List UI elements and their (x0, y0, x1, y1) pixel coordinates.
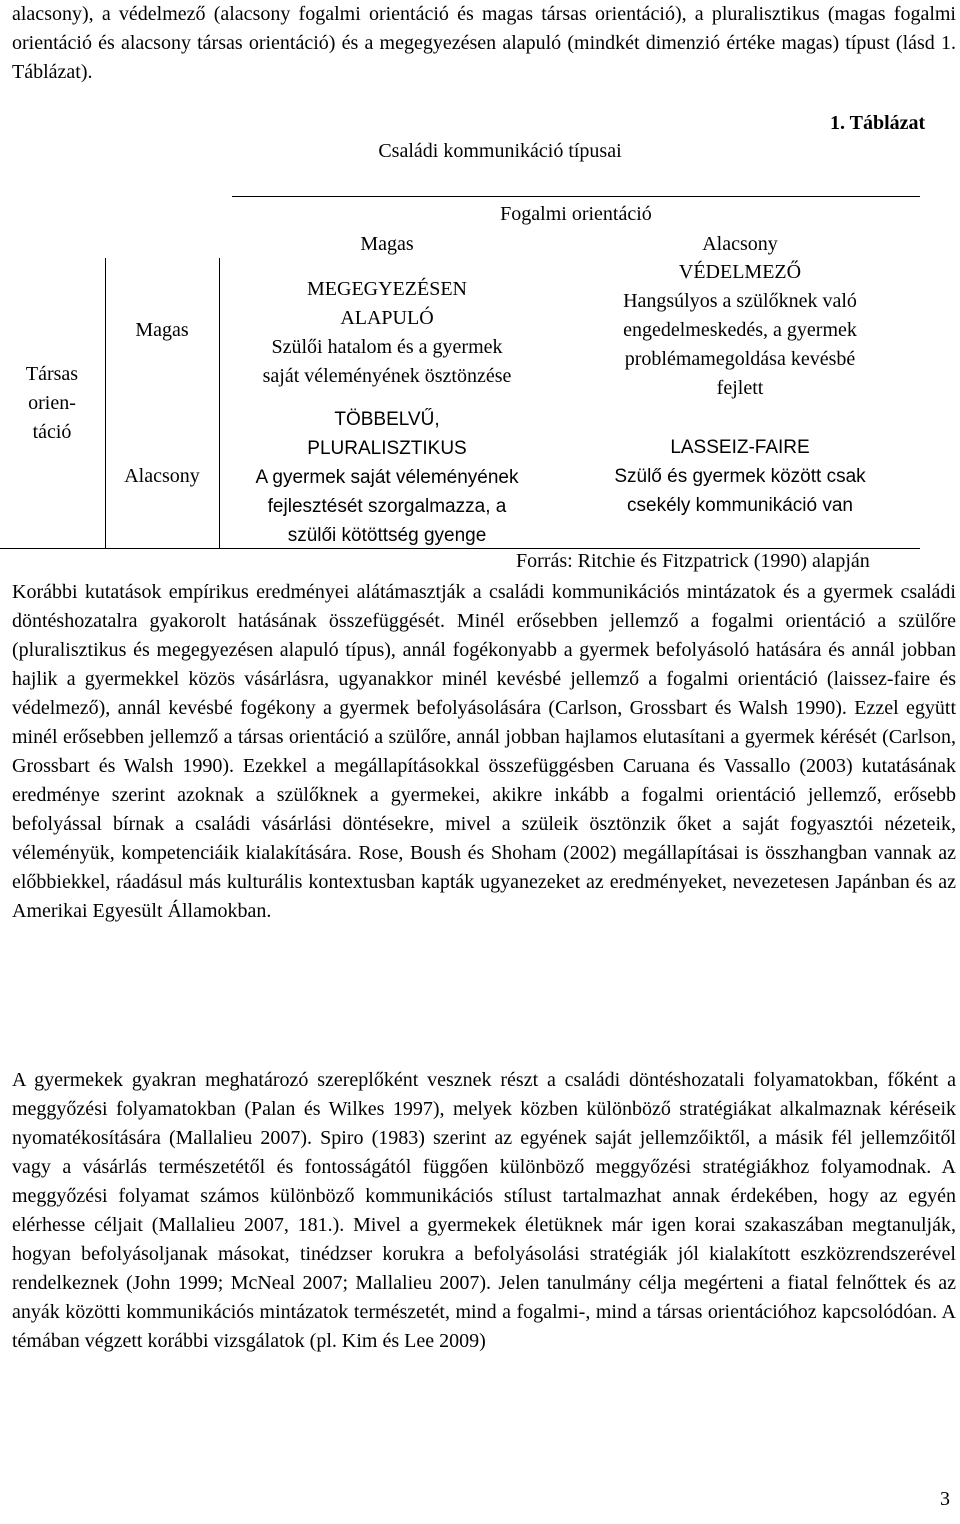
cell-pluralistic (232, 405, 542, 550)
row-group-header-line: táció (32, 420, 72, 443)
row-header-high: Magas (135, 319, 189, 341)
cell-line: A gyermek saját véleményének (255, 467, 519, 488)
table-label: 1. Táblázat (830, 112, 926, 134)
cell-line: PLURALISZTIKUS (307, 438, 467, 459)
cell-line: fejlesztését szorgalmazza, a (267, 496, 507, 517)
row-group-header-line: Társas (25, 362, 79, 385)
cell-line: engedelmeskedés, a gyermek (623, 319, 857, 341)
cell-line: ALAPULÓ (340, 306, 434, 329)
cell-line: VÉDELMEZŐ (678, 261, 802, 283)
cell-line: csekély kommunikáció van (627, 495, 853, 516)
table-rule-top (232, 196, 920, 197)
cell-line: MEGEGYEZÉSEN (307, 277, 467, 300)
cell-laissez-faire (560, 404, 920, 549)
cell-line: problémamegoldása kevésbé (624, 348, 856, 370)
row-group-header (0, 258, 104, 548)
cell-line: Szülői hatalom és a gyermek (271, 335, 503, 358)
cell-line: TÖBBELVŰ, (334, 409, 440, 430)
row-group-header-line: orien- (28, 391, 76, 414)
page-number: 3 (940, 1488, 950, 1510)
cell-line: saját véleményének ösztönzése (262, 364, 512, 387)
column-group-header: Fogalmi orientáció (500, 203, 652, 225)
table-source: Forrás: Ritchie és Fitzpatrick (1990) alapján (516, 550, 870, 572)
cell-line: fejlett (716, 377, 764, 399)
cell-consensual (232, 260, 542, 405)
cell-line: LASSEIZ-FAIRE (670, 437, 810, 458)
table-title: Családi kommunikáció típusai (378, 140, 622, 162)
cell-protective (560, 258, 920, 403)
table-divider-row-label (219, 258, 220, 548)
body-paragraph: A gyermekek gyakran meghatározó szereplőként vesznek részt a családi döntéshozatali folyamatokban, főként a meggyőzési folyamatokban (Palan és Wilkes 1997), melyek közben különböző stratégiákat alkalmaznak kéréseik nyomatékosítására (Mallalieu 2007). Spiro (1983) szerint az egyének saját jellemzőiktől, a másik fél jellemzőitől vagy a vásárlás természetétől és fontosságától függően különböző meggyőzési stratégiákhoz folyamodnak. A meggyőzési folyamat számos különböző kommunikációs stílust tartalmazhat annak érdekében, hogy az egyén elérhesse céljait (Mallalieu 2007, 181.). Mivel a gyermekek életüknek már igen korai szakaszában megtanulják, hogyan befolyásoljanak másokat, tinédzser korukra a befolyásolási stratégiák jól kialakított eszközrendszerével rendelkeznek (John 1999; McNeal 2007; Mallalieu 2007). Jelen tanulmány célja megérteni a fiatal felnőttek és az anyák közötti kommunikációs mintázatok természetét, mind a fogalmi-, mind a társas orientációhoz kapcsolódóan. A témában végzett korábbi vizsgálatok (pl. Kim és Lee 2009) (12, 1069, 956, 1352)
column-header-low: Alacsony (702, 233, 778, 255)
column-header-high: Magas (360, 233, 414, 255)
intro-paragraph: alacsony), a védelmező (alacsony fogalmi orientáció és magas társas orientáció), a pluralisztikus (magas fogalmi orientáció és alacsony társas orientáció) és a megegyezésen alapuló (mindkét dimenzió értéke magas) típust (lásd 1. Táblázat). (12, 3, 956, 83)
cell-line: Hangsúlyos a szülőknek való (623, 290, 857, 312)
row-header-low: Alacsony (124, 465, 200, 487)
cell-line: Szülő és gyermek között csak (614, 466, 866, 487)
body-paragraph: Korábbi kutatások empírikus eredményei alátámasztják a családi kommunikációs mintázatok és a gyermek családi döntéshozatalra gyakorolt hatásának összefüggését. Minél erősebben jellemző a fogalmi orientáció a szülőre (pluralisztikus és megegyezésen alapuló típus), annál fogékonyabb a gyermek befolyásoló hatására és annál jobban hajlik a gyermekkel közös vásárlásra, ugyanakkor minél kevésbé jellemző a fogalmi orientáció (laissez-faire és védelmező), annál kevésbé fogékony a gyermek befolyásolására (Carlson, Grossbart és Walsh 1990). Ezzel együtt minél erősebben jellemző a társas orientáció a szülőre, annál jobban hajlamos elutasítani a gyermek kérését (Carlson, Grossbart és Walsh 1990). Ezekkel a megállapításokkal összefüggésben Caruana és Vassallo (2003) kutatásának eredménye szerint azoknak a szülőknek a gyermekei, akikre inkább a fogalmi orientáció jellemző, erősebb befolyással bírnak a családi vásárlási döntésekre, mivel a szüleik ösztönzik őket a saját fogyasztói nézeteik, véleményük, kompetenciáik kialakítására. Rose, Boush és Shoham (2002) megállapításai is összhangban vannak az előbbiekkel, ráadásul más kulturális kontextusban kapták ugyanezeket az eredményeket, nevezetesen Japánban és az Amerikai Egyesült Államokban. (12, 581, 956, 922)
cell-line: szülői kötöttség gyenge (287, 525, 487, 546)
